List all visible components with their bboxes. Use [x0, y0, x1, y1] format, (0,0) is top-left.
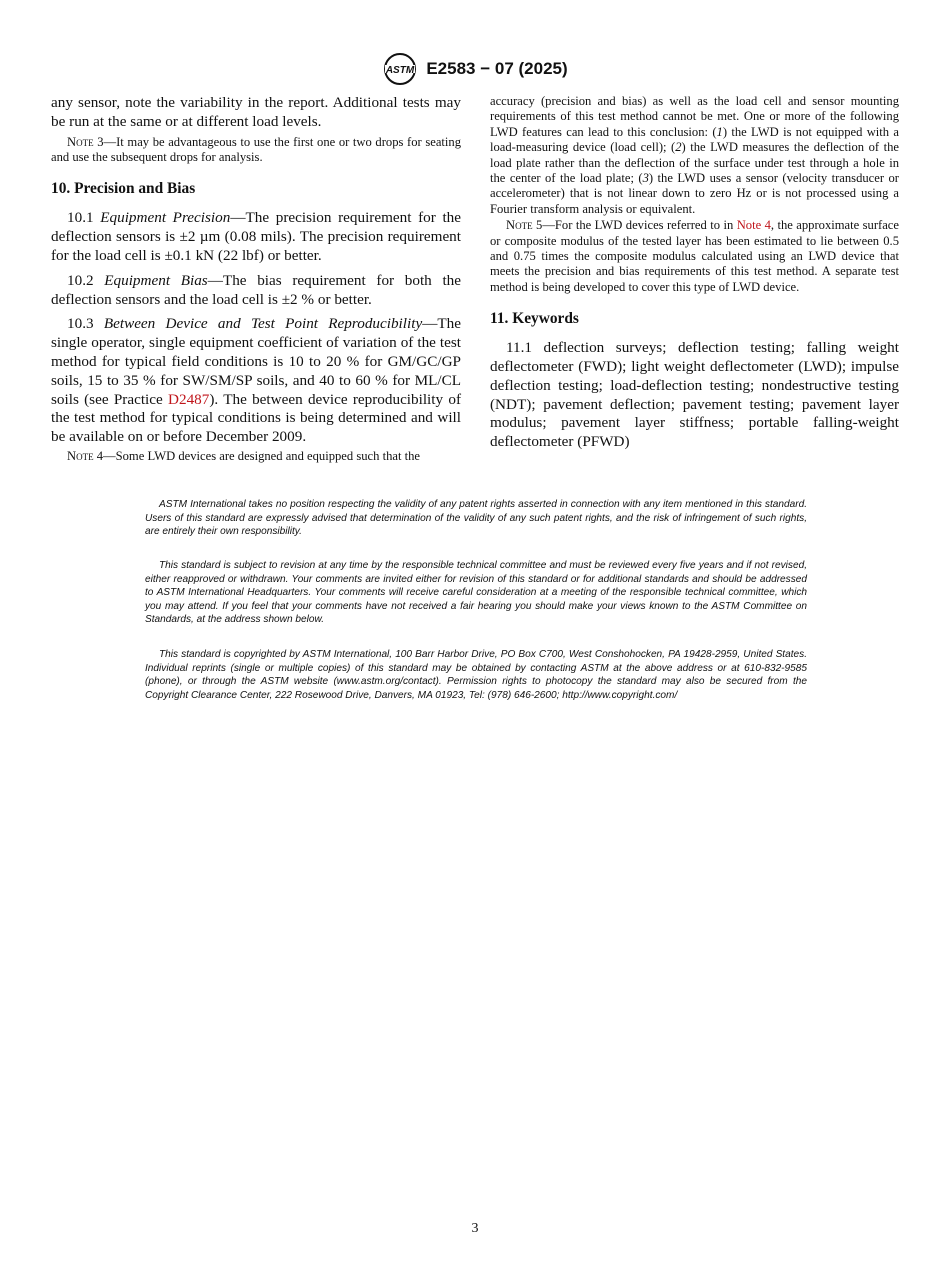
note-4-continuation: accuracy (precision and bias) as well as the load cell and sensor mounting requirements of this test method cannot be met. One or more of the following LWD features can lead to this conclusion: (1) the LWD is not equipped with a load-measuring device (load cell); (2) the LWD measures the deflection of the load plate rather than the deflection of the surface under test through a hole in the center of the load plate; (3) the LWD uses a sensor (velocity transducer or accelerometer) that is not linear down to zero Hz or is not processed using a Fourier transform analysis or equivalent. — [490, 94, 900, 216]
d2487-link[interactable]: D2487 — [168, 390, 210, 408]
paragraph-continuation: any sensor, note the variability in the report. Additional tests may be run at the same or at different load levels. — [51, 94, 461, 130]
right-column — [490, 94, 899, 452]
section-11-heading: 11. Keywords — [490, 310, 579, 328]
note-4: Note 4—Some LWD devices are designed and equipped such that the — [67, 448, 420, 463]
svg-text:ASTM: ASTM — [386, 65, 415, 76]
copyright-notice: This standard is copyrighted by ASTM International, 100 Barr Harbor Drive, PO Box C700, West Conshohocken, PA 19428-2959, United States. Individual reprints (single or multiple copies) of this standard may be obtained by contacting ASTM at the above address or at 610-832-9585 (phone), or through the ASTM website (www.astm.org/contact). Permission rights to photocopy the standard may also be secured from the Copyright Clearance Center, 222 Rosewood Drive, Danvers, MA 01923, Tel: (978) 646-2600; http://www.copyright.com/ — [145, 649, 807, 701]
note-4-link[interactable]: Note 4 — [736, 218, 771, 233]
note-5: Note 5—For the LWD devices referred to in Note 4, the approximate surface or composite modulus of the tested layer has been estimated to lie between 0.5 and 0.75 times the composite modulus calculated using an LWD device that meets the precision and bias requirements of this test method. A separate test method is being developed to cover this type of LWD device. — [490, 218, 899, 294]
paragraph-10-3: 10.3 Between Device and Test Point Reproducibility—The single operator, single equipment coefficient of variation of the test method for typical field conditions is 10 to 20 % for GM/GC/GP soils, 15 to 35 % for SW/SM/SP soils, and 40 to 60 % for ML/CL soils (see Practice D2487). The between device reproducibility of the test method for typical conditions is being determined and will be available on or before December 2009. — [51, 315, 462, 446]
revision-notice: This standard is subject to revision at any time by the responsible technical committee and must be reviewed every five years and if not revised, either reapproved or withdrawn. Your comments are invited either for revision of this standard or for additional standards and should be addressed to ASTM International Headquarters. Your comments will receive careful consideration at a meeting of the responsible technical committee, which you may attend. If you feel that your comments have not received a fair hearing you should make your views known to the ASTM Committee on Standards, at the address shown below. — [145, 560, 807, 626]
paragraph-10-1: 10.1 Equipment Precision—The precision requirement for the deflection sensors is ±2 µm (0.08 mils). The precision requirement for the load cell is ±0.1 kN (22 lbf) or better. — [51, 209, 462, 264]
page-header — [0, 52, 950, 86]
note-3: Note 3—It may be advantageous to use the first one or two drops for seating and use the subsequent drops for analysis. — [51, 134, 461, 164]
patent-disclaimer: ASTM International takes no position respecting the validity of any patent rights asserted in connection with any item mentioned in this standard. Users of this standard are expressly advised that determination of the validity of any such patent rights, and the risk of infringement of such rights, are entirely their own responsibility. — [145, 499, 807, 538]
section-10-heading: 10. Precision and Bias — [51, 180, 196, 198]
astm-logo-icon — [382, 52, 418, 86]
left-column — [51, 94, 461, 464]
standard-designation: E2583 − 07 (2025) — [426, 59, 568, 78]
paragraph-10-2: 10.2 Equipment Bias—The bias requirement for both the deflection sensors and the load cell is ±2 % or better. — [51, 271, 461, 308]
paragraph-11-1: 11.1 deflection surveys; deflection testing; falling weight deflectometer (FWD); light weight deflectometer (LWD); impulse deflection testing; load-deflection testing; nondestructive testing (NDT); pavement deflection; pavement testing; pavement layer modulus; pavement layer stiffness; portable falling-weight deflectometer (PFWD) — [490, 339, 899, 451]
page-number: 3 — [471, 1221, 479, 1236]
